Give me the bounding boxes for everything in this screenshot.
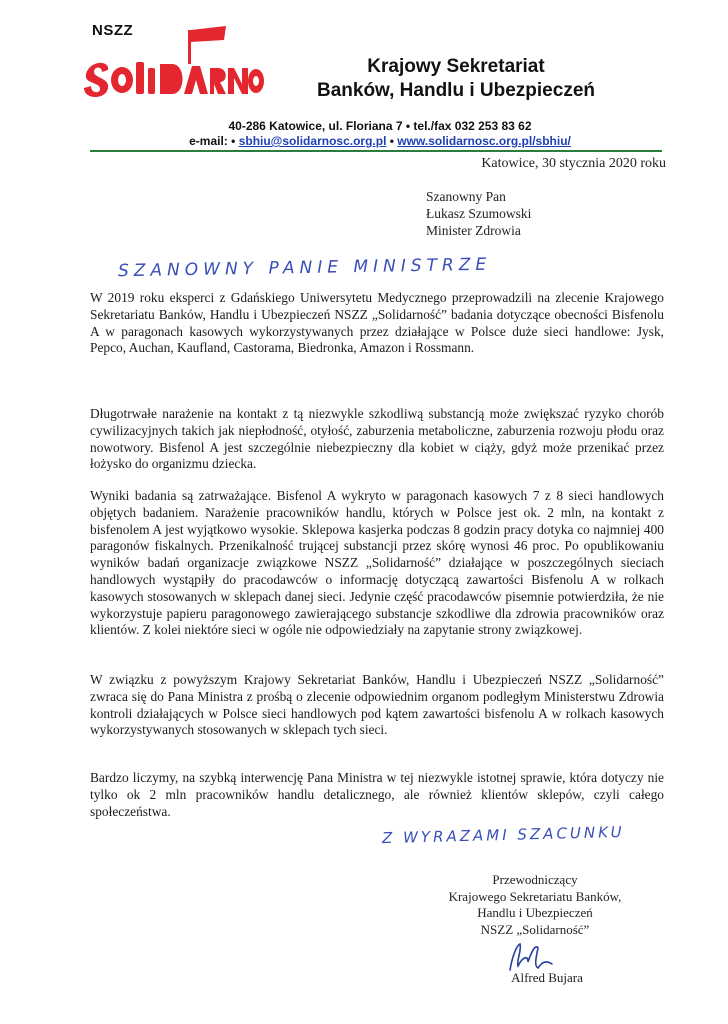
email-link[interactable]: sbhiu@solidarnosc.org.pl <box>238 134 387 148</box>
paragraph-3: Wyniki badania są zatrważające. Bisfenol A wykryto w paragonach kasowych 7 z 8 sieci handlowych objętych badaniem. Narażenie pracowników handlu, których w Polsce jest ok. 2 mln, na kontakt z bisfenolem A jest wyjątkowo wysokie. Sklepowa kasjerka podczas 8 godzin pracy dotyka co najmniej 400 paragonów fiskalnych. Przenikalność trującej substancji przez skórę wynosi 46 proc. Po opublikowaniu wyników badań organizacje związkowe NSZZ „Solidarność” działające w poszczególnych sieciach handlowych wystąpiły do pracodawców o informację dotyczącą zawartości Bisfenolu A w rolkach kasowych stosowanych w sklepach danej sieci. Jedynie część pracodawców pisemnie potwierdziła, że nie wykorzystuje papieru paragonowego zawierającego substancje szkodliwe dla zdrowia pracowników oraz klientów. Z kolei niektóre sieci w ogóle nie odpowiedziały na zapytanie strony związkowej. <box>90 488 664 638</box>
recipient-salutation: Szanowny Pan <box>426 189 506 204</box>
contact-line <box>100 134 660 148</box>
logo-prefix: NSZZ <box>92 22 134 39</box>
signoff-line-3: Handlu i Ubezpieczeń <box>477 905 593 920</box>
recipient-name: Łukasz Szumowski <box>426 206 532 221</box>
letter-date: Katowice, 30 stycznia 2020 roku <box>481 156 666 171</box>
solidarnosc-logo <box>76 24 266 104</box>
signoff-line-1: Przewodniczący <box>492 872 578 887</box>
signer-name: Alfred Bujara <box>511 970 583 985</box>
signoff-block <box>430 872 640 938</box>
letterhead-divider <box>90 150 662 152</box>
recipient-title: Minister Zdrowia <box>426 223 521 238</box>
recipient-block <box>426 188 531 239</box>
contact-separator: • <box>389 134 394 148</box>
paragraph-5: Bardzo liczymy, na szybką interwencję Pana Ministra w tej niezwykle istotnej sprawie, która dotyczy nie tylko ok 2 mln pracowników handlu detalicznego, ale również klientów sklepów, czyli całego społeczeństwa. <box>90 770 664 819</box>
handwritten-signature <box>502 940 562 974</box>
website-link[interactable]: www.solidarnosc.org.pl/sbhiu/ <box>397 134 571 148</box>
paragraph-1: W 2019 roku eksperci z Gdańskiego Uniwersytetu Medycznego przeprowadzili na zlecenie Krajowego Sekretariatu Banków, Handlu i Ubezpieczeń NSZZ „Solidarność” badania dotyczące obecności Bisfenolu A w paragonach kasowych wykorzystywanych przez działające w Polsce duże sieci handlowe: Jysk, Pepco, Auchan, Kaufland, Castorama, Biedronka, Amazon i Rossmann. <box>90 290 664 356</box>
paragraph-4: W związku z powyższym Krajowy Sekretariat Banków, Handlu i Ubezpieczeń NSZZ „Solidarność” zwraca się do Pana Ministra z prośbą o zlecenie odpowiednim organom podległym Ministerstwu Zdrowia kontroli działających w Polsce sieci handlowych pod kątem zawartości bisfenolu A w rolkach kasowych wykorzystywanych stosowanych w sklepach tych sieci. <box>90 672 664 738</box>
org-name-line1: Krajowy Sekretariat <box>367 56 545 77</box>
paragraph-2: Długotrwałe narażenie na kontakt z tą niezwykle szkodliwą substancją może zwiększać ryzyko chorób cywilizacyjnych takich jak niepłodność, otyłość, zaburzenia metaboliczne, zaburzenia rozwoju płodu oraz nowotwory. Bisfenol A jest szczególnie niebezpieczny dla kobiet w ciąży, gdyż może przenikać przez łożysko do organizmu dziecka. <box>90 406 664 472</box>
signoff-line-2: Krajowego Sekretariatu Banków, <box>448 888 622 904</box>
email-label: e-mail: • <box>189 134 236 148</box>
org-name-line2: Banków, Handlu i Ubezpieczeń <box>316 80 595 101</box>
handwritten-closing: Z WYRAZAMI SZACUNKU <box>381 822 625 848</box>
handwritten-greeting: SZANOWNY PANIE MINISTRZE <box>117 254 492 282</box>
signoff-line-4: NSZZ „Solidarność” <box>480 921 590 937</box>
org-address: 40-286 Katowice, ul. Floriana 7 • tel./fax 032 253 83 62 <box>228 119 532 133</box>
